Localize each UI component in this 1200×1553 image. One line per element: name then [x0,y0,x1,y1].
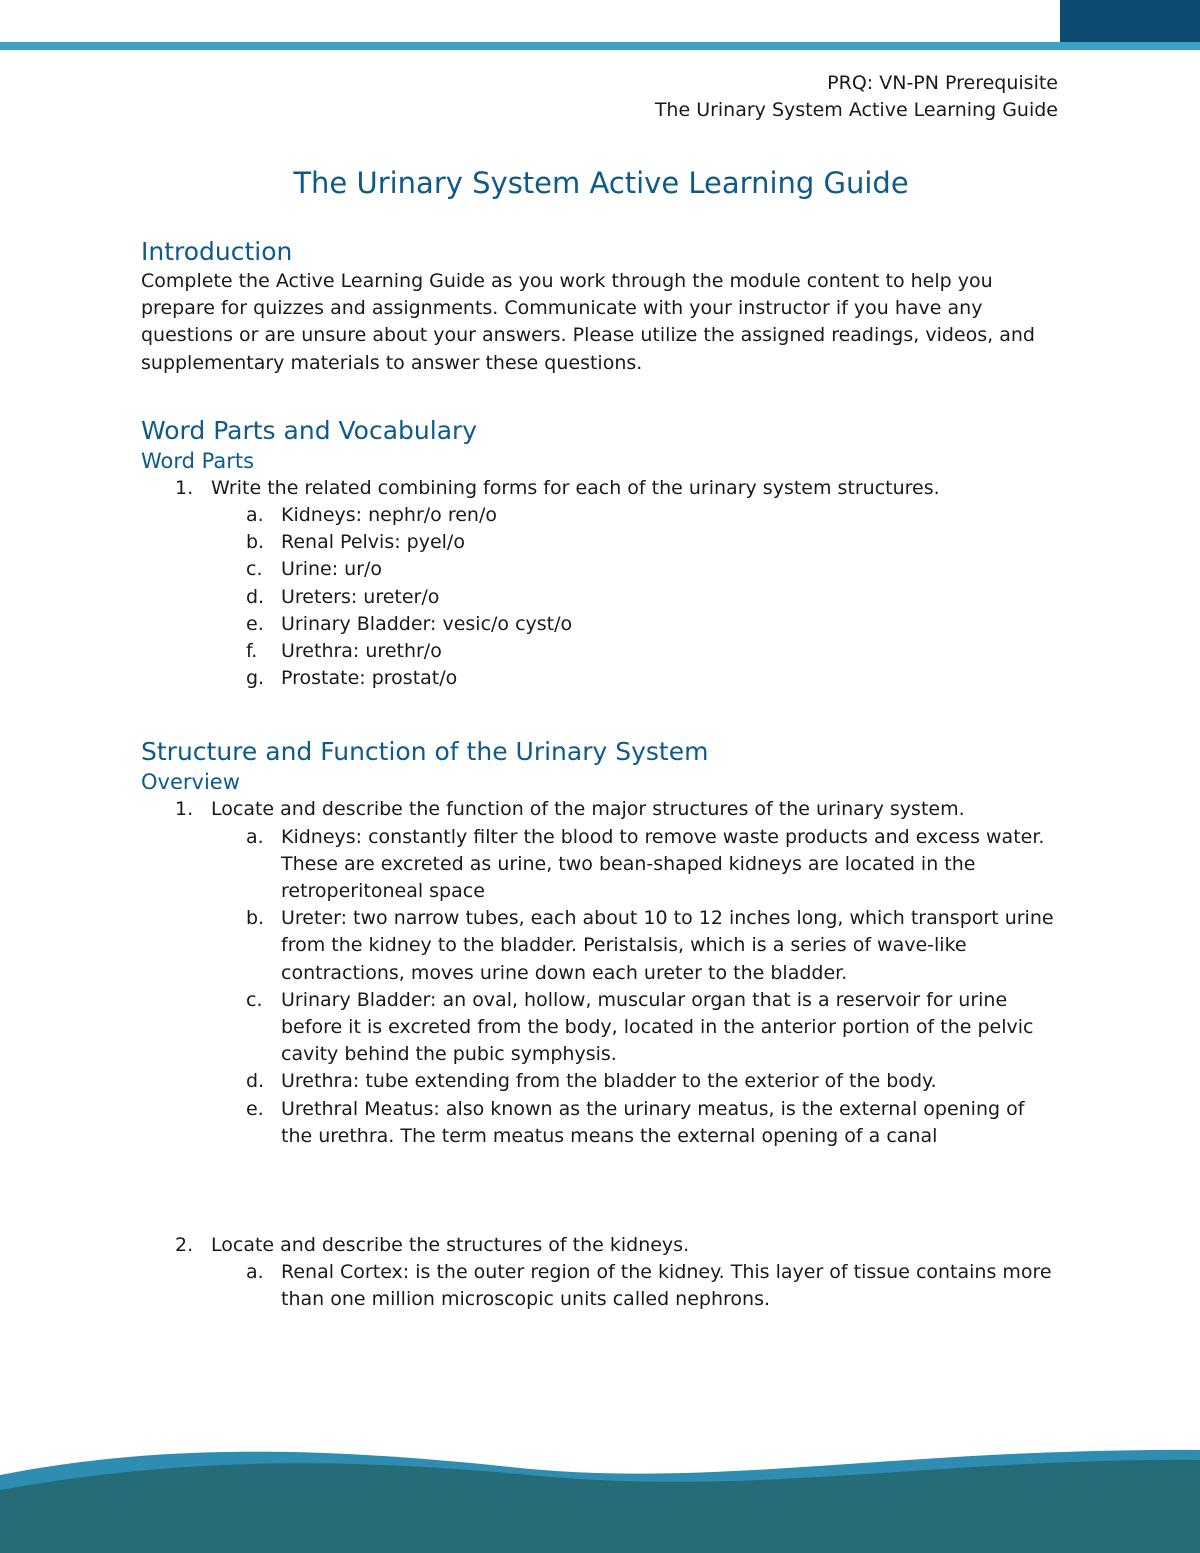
running-header [655,70,1058,124]
answer-text: Renal Cortex: is the outer region of the kidney. This layer of tissue contains more than one million microscopic units called nephrons. [281,1261,1052,1311]
answer-item [211,1096,1061,1150]
answer-item [211,638,1061,665]
answer-text: Kidneys: nephr/o ren/o [281,504,497,527]
answer-text: Urethral Meatus: also known as the urinary meatus, is the external opening of the urethra. The term meatus means the external opening of a canal [281,1097,1025,1147]
header-accent-bar [0,42,1200,50]
answer-letter: a. [246,1261,264,1284]
answer-item [211,556,1061,583]
answer-letter: c. [246,988,263,1011]
question-text: Write the related combining forms for each of the urinary system structures. [211,476,940,499]
intro-text: Complete the Active Learning Guide as you work through the module content to help you prepare for quizzes and assignments. Communicate with your instructor if you have any questions or are unsure about your answers. Please utilize the assigned readings, videos, and supplementary materials to answer these questions. [141,270,1035,374]
answer-letter: d. [246,585,265,608]
document-name: The Urinary System Active Learning Guide [654,99,1058,121]
answer-text: Kidneys: constantly filter the blood to remove waste products and excess water. These are excreted as urine, two bean-shaped kidneys are located in the retroperitoneal space [281,825,1045,903]
answer-item [211,529,1061,556]
answer-letter: a. [246,825,264,848]
answer-text: Renal Pelvis: pyel/o [281,531,465,554]
answer-text: Urine: ur/o [281,558,383,581]
question-number: 1. [175,798,194,821]
course-label: PRQ: VN-PN Prerequisite [827,72,1058,94]
intro-heading: Introduction [141,237,293,266]
answer-text: Ureter: two narrow tubes, each about 10 to 12 inches long, which transport urine from the kidney to the bladder. Peristalsis, which is a series of wave-like contractions, moves urine down each ureter to the bladder. [281,907,1054,984]
answer-letter: e. [246,1097,264,1120]
answer-list [211,1259,1061,1313]
question-number: 2. [175,1234,194,1257]
answer-text: Ureters: ureter/o [281,585,440,608]
answer-item [211,987,1061,1069]
answer-text: Urinary Bladder: an oval, hollow, muscular organ that is a reservoir for urine before it is excreted from the body, located in the anterior portion of the pelvic cavity behind the pubic symphysis. [281,988,1034,1066]
header-accent-block [1060,0,1200,44]
document-body [141,160,1061,1314]
answer-text: Prostate: prostat/o [281,667,458,690]
structure-heading: Structure and Function of the Urinary System [141,737,709,767]
word-parts-questions [141,475,1061,693]
question-text: Locate and describe the function of the major structures of the urinary system. [211,798,965,821]
answer-item [211,584,1061,611]
question-item [141,475,1061,693]
answer-item [211,1068,1061,1095]
question-number: 1. [175,476,194,499]
answer-item [211,665,1061,692]
answer-letter: e. [246,612,264,635]
answer-item [211,611,1061,638]
word-parts-subheading: Word Parts [141,448,255,473]
answer-item [211,1259,1061,1313]
answer-text: Urinary Bladder: vesic/o cyst/o [281,612,573,635]
structure-questions [141,796,1061,1313]
answer-item [211,905,1061,987]
question-text: Locate and describe the structures of the kidneys. [211,1234,690,1257]
page-title: The Urinary System Active Learning Guide [293,166,909,200]
answer-letter: b. [246,531,265,554]
answer-list [211,824,1061,1150]
answer-letter: b. [246,907,265,930]
answer-letter: c. [246,558,263,581]
overview-subheading: Overview [141,770,240,795]
question-item [141,796,1061,1150]
answer-letter: a. [246,504,264,527]
footer-wave [0,1430,1200,1553]
answer-item [211,824,1061,906]
answer-text: Urethra: urethr/o [281,640,442,663]
answer-item [211,502,1061,529]
answer-letter: g. [246,667,265,690]
question-item [141,1232,1061,1314]
answer-letter: f. [246,640,258,663]
answer-text: Urethra: tube extending from the bladder to the exterior of the body. [281,1070,937,1093]
answer-letter: d. [246,1070,265,1093]
answer-list [211,502,1061,692]
word-parts-heading: Word Parts and Vocabulary [141,415,478,445]
